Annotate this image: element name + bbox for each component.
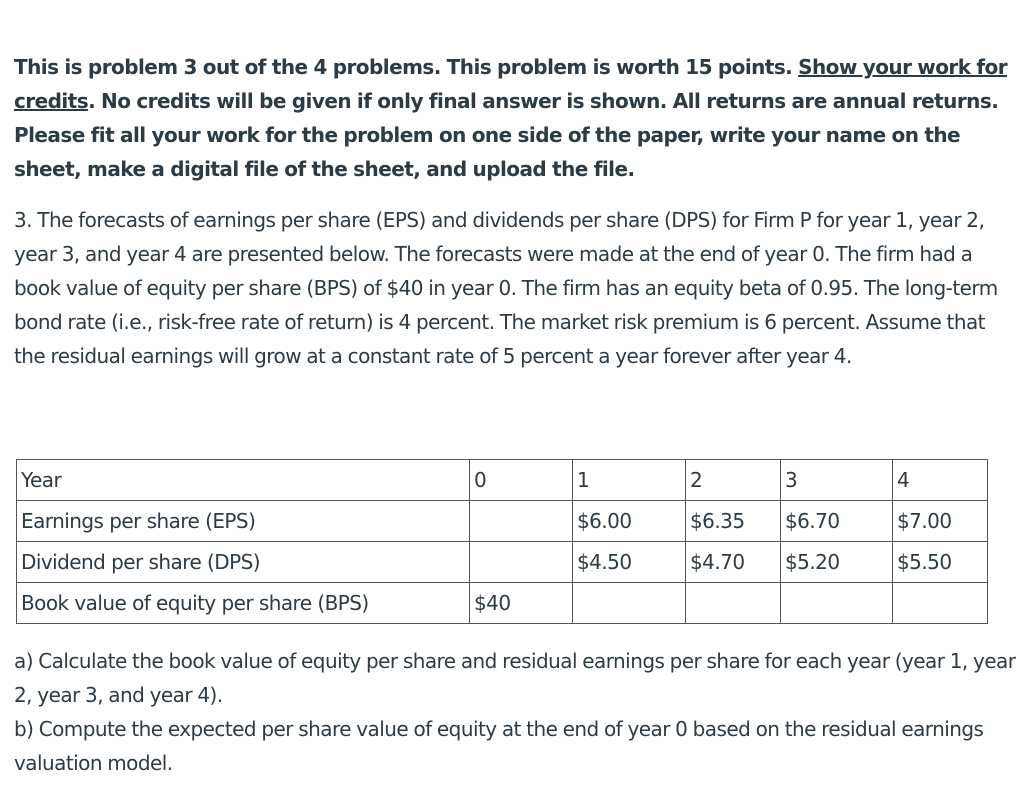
instructions-text-end: . No credits will be given if only final answer is shown. All returns are annual returns. Please fit all your work for the problem on one side of the paper, write your name on the sheet, make a digital file of the sheet, and upload the file. <box>14 89 999 181</box>
row-label: Year <box>17 460 470 501</box>
row-label: Earnings per share (EPS) <box>17 501 470 542</box>
row-label: Dividend per share (DPS) <box>17 542 470 583</box>
table-cell <box>781 583 893 624</box>
problem-statement: 3. The forecasts of earnings per share (EPS) and dividends per share (DPS) for Firm P for year 1, year 2, year 3, and year 4 are presented below. The forecasts were made at the end of year 0. The firm had a book value of equity per share (BPS) of $40 in year 0. The firm has an equity beta of 0.95. The long-term bond rate (i.e., risk-free rate of return) is 4 percent. The market risk premium is 6 percent. Assume that the residual earnings will grow at a constant rate of 5 percent a year forever after year 4. <box>14 208 998 368</box>
table-cell <box>893 583 988 624</box>
row-label: Book value of equity per share (BPS) <box>17 583 470 624</box>
table-cell: 4 <box>893 460 988 501</box>
table-cell: 0 <box>470 460 573 501</box>
table-row-bps <box>17 583 988 624</box>
table-cell <box>470 501 573 542</box>
questions <box>14 644 1018 780</box>
table-cell <box>573 583 686 624</box>
table-cell: $5.50 <box>893 542 988 583</box>
table-cell: 3 <box>781 460 893 501</box>
table-cell <box>470 542 573 583</box>
table-cell <box>686 583 781 624</box>
table-cell: $40 <box>470 583 573 624</box>
table-cell: 2 <box>686 460 781 501</box>
question-b: b) Compute the expected per share value of equity at the end of year 0 based on the residual earnings valuation model. <box>14 717 984 775</box>
table-row-year <box>17 460 988 501</box>
table-cell: $5.20 <box>781 542 893 583</box>
table-cell: 1 <box>573 460 686 501</box>
forecast-table <box>16 459 988 624</box>
table-row-dps <box>17 542 988 583</box>
table-cell: $6.70 <box>781 501 893 542</box>
table-cell: $7.00 <box>893 501 988 542</box>
table-cell: $6.00 <box>573 501 686 542</box>
table-cell: $4.50 <box>573 542 686 583</box>
instructions-text-start: This is problem 3 out of the 4 problems. This problem is worth 15 points. <box>14 55 799 79</box>
table-cell: $4.70 <box>686 542 781 583</box>
instructions-underlined-text: Show your work for credits <box>14 55 1008 113</box>
question-a: a) Calculate the book value of equity per share and residual earnings per share for each year (year 1, year 2, year 3, and year 4). <box>14 649 1016 707</box>
table-row-eps <box>17 501 988 542</box>
table-cell: $6.35 <box>686 501 781 542</box>
instructions-paragraph <box>14 50 1018 186</box>
